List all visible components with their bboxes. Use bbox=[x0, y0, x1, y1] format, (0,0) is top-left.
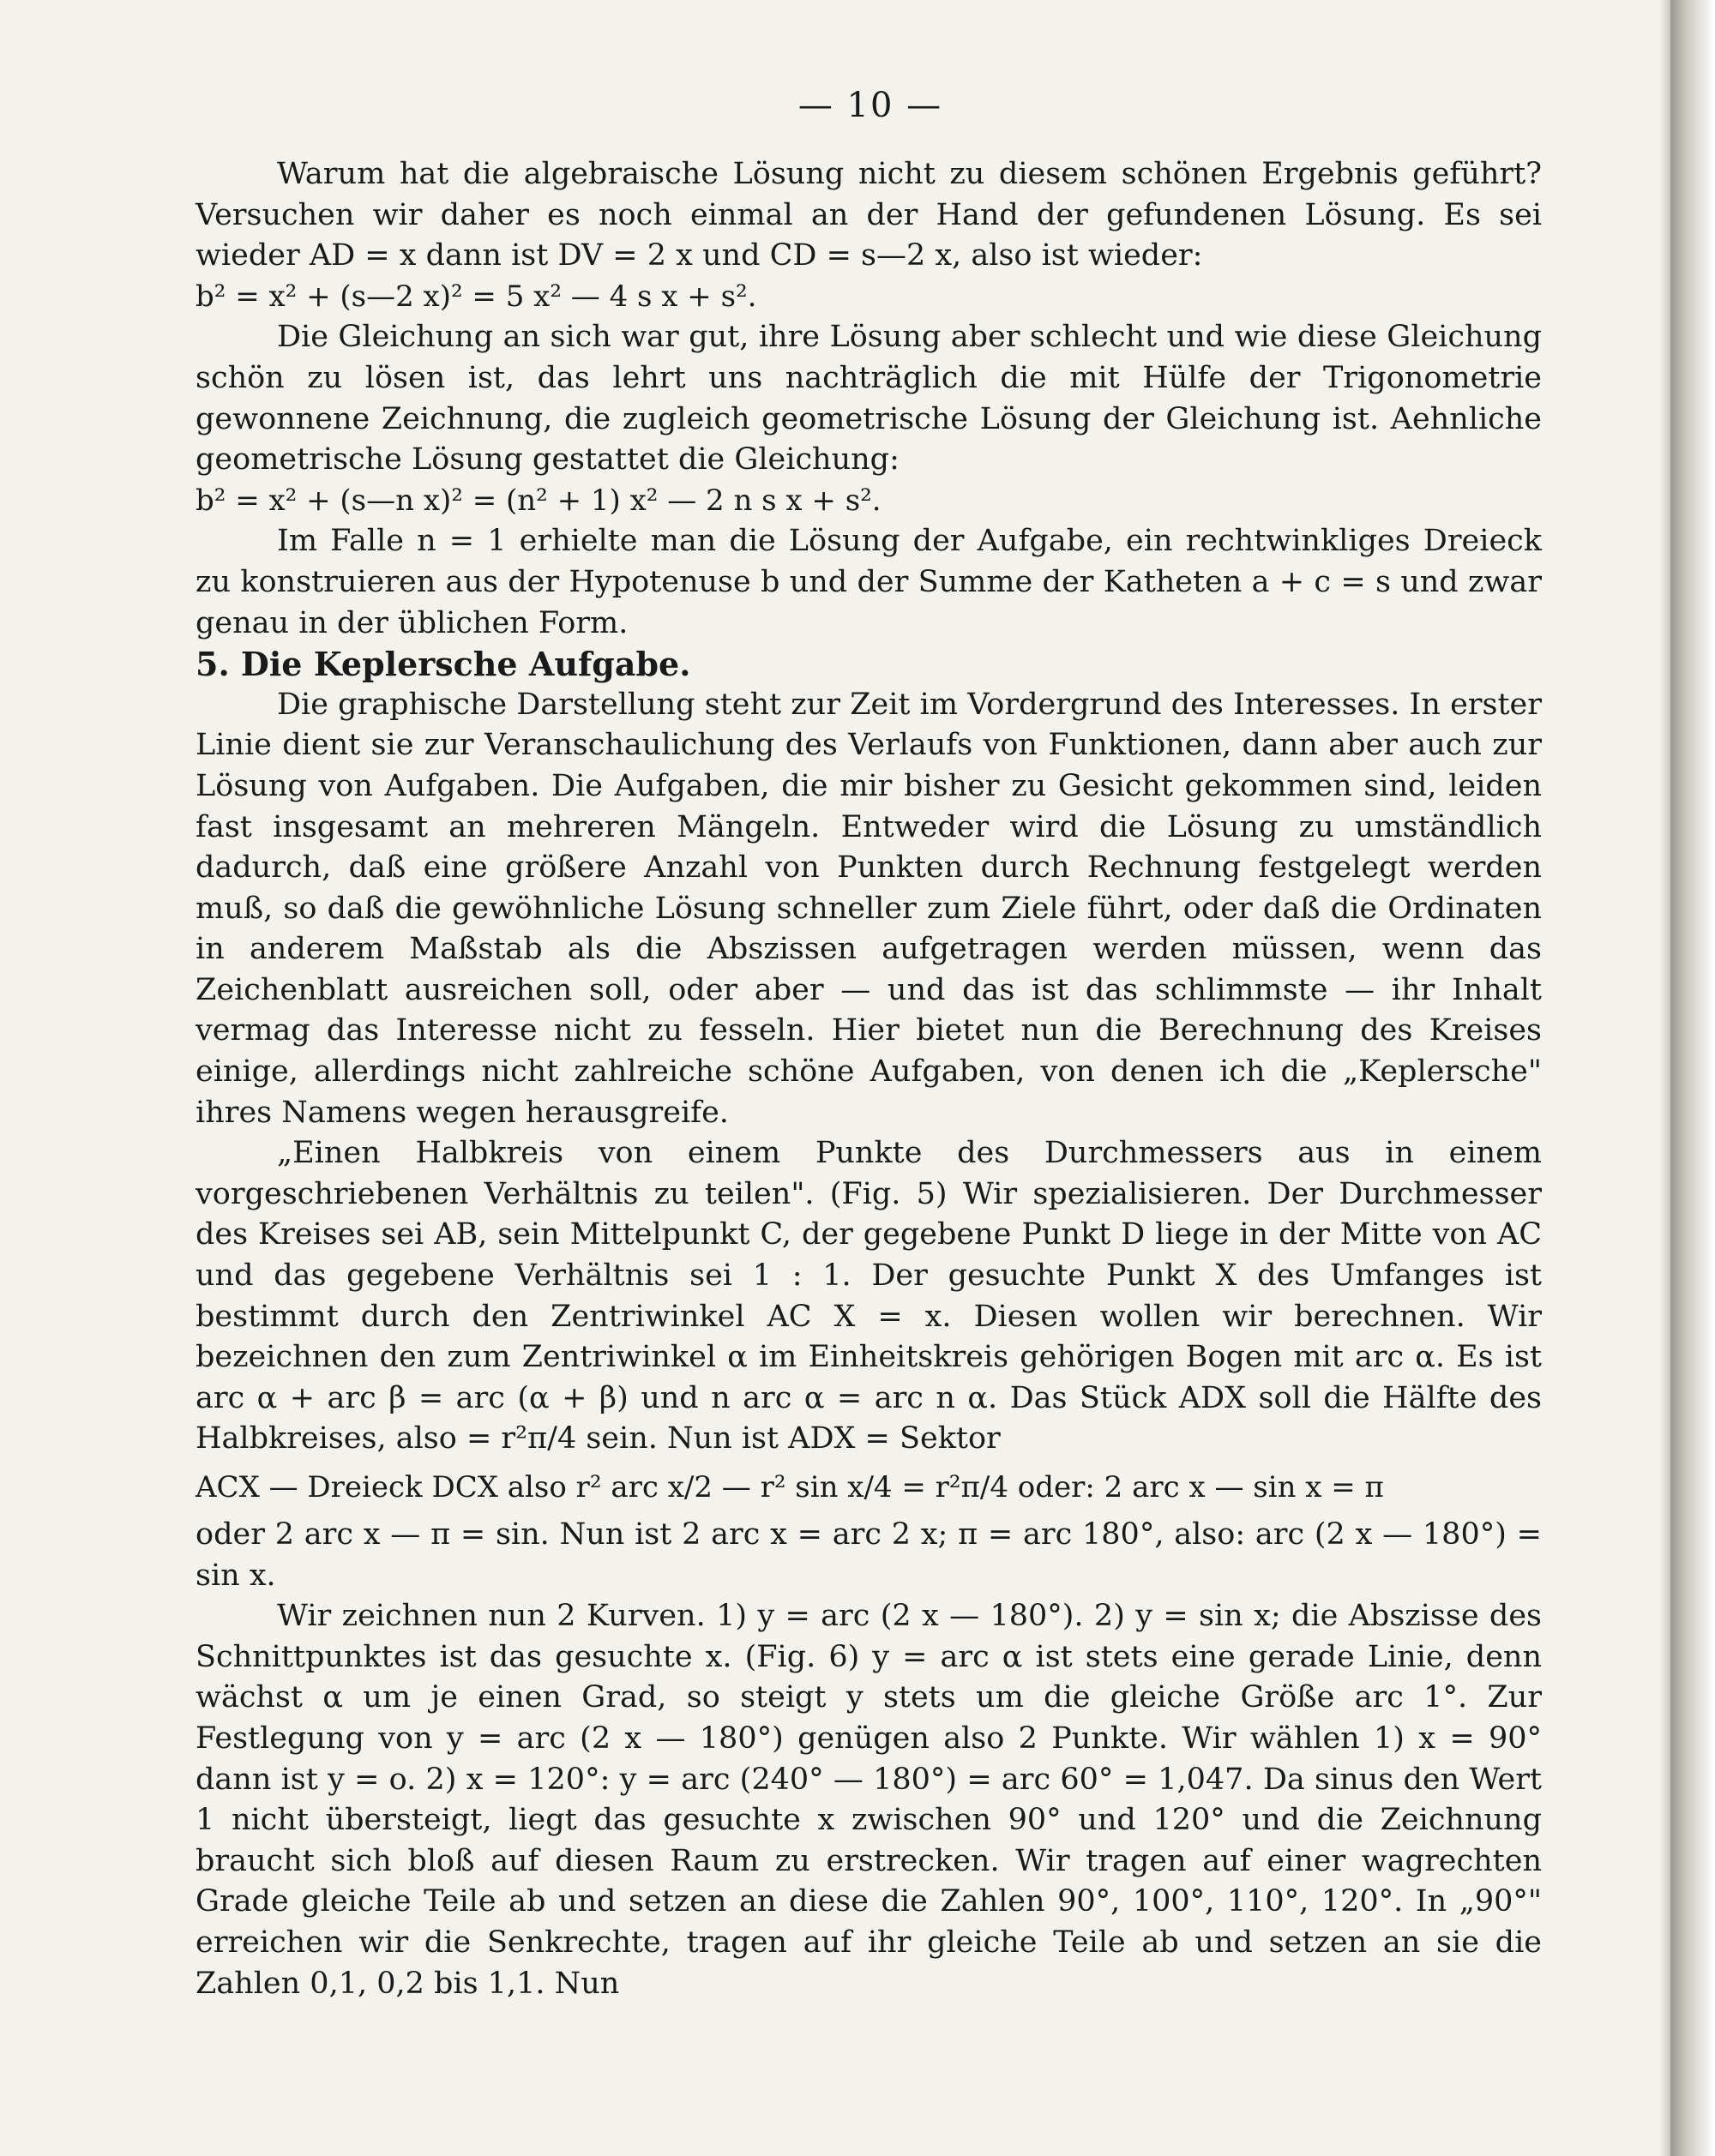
paragraph-1: Warum hat die algebraische Lösung nicht zu diesem schönen Ergebnis geführt? Versuchen wir daher es noch einmal an der Hand der gefundenen Lösung. Es sei wieder AD = x dann ist DV = 2 x und CD = s—2 x, also ist wieder: bbox=[196, 157, 1542, 273]
paragraph-3: Im Falle n = 1 erhielte man die Lösung der Aufgabe, ein rechtwinkliges Dreieck zu konstruieren aus der Hypotenuse b und der Summe der Katheten a + c = s und zwar genau in der üblichen Form. bbox=[196, 524, 1542, 640]
section-heading: 5. Die Keplersche Aufgabe. bbox=[196, 645, 691, 684]
page-gutter-shadow bbox=[1659, 0, 1670, 2156]
page-number: — 10 — bbox=[797, 86, 943, 125]
paragraph-7: Wir zeichnen nun 2 Kurven. 1) y = arc (2 x — 180°). 2) y = sin x; die Abszisse des Schnittpunktes ist das gesuchte x. (Fig. 6) y = arc α ist stets eine gerade Linie, denn wächst α um je einen Grad, so steigt y stets um die gleiche Größe arc 1°. Zur Festlegung von y = arc (2 x — 180°) genügen also 2 Punkte. Wir wählen 1) x = 90° dann ist y = o. 2) x = 120°: y = arc (240° — 180°) = arc 60° = 1,047. Da sinus den Wert 1 nicht übersteigt, liegt das gesuchte x zwischen 90° und 120° und die Zeichnung braucht sich bloß auf diesen Raum zu erstrecken. Wir tragen auf einer wagrechten Grade gleiche Teile ab und setzen an diese die Zahlen 90°, 100°, 110°, 120°. In „90°" erreichen wir die Senkrechte, tragen auf ihr gleiche Teile ab und setzen an sie die Zahlen 0,1, 0,2 bis 1,1. Nun bbox=[196, 1599, 1542, 2001]
paragraph-5: „Einen Halbkreis von einem Punkte des Durchmessers aus in einem vorgeschriebenen Verhältnis zu teilen". (Fig. 5) Wir spezialisieren. Der Durchmesser des Kreises sei AB, sein Mittelpunkt C, der gegebene Punkt D liege in der Mitte von AC und das gegebene Verhältnis sei 1 : 1. Der gesuchte Punkt X des Umfanges ist bestimmt durch den Zentriwinkel AC X = x. Diesen wollen wir berechnen. Wir bezeichnen den zum Zentriwinkel α im Einheitskreis gehörigen Bogen mit arc α. Es ist arc α + arc β = arc (α + β) und n arc α = arc n α. Das Stück ADX soll die Hälfte des Halbkreises, also = r²π/4 sein. Nun ist ADX = Sektor bbox=[196, 1136, 1542, 1456]
paragraph-2: Die Gleichung an sich war gut, ihre Lösung aber schlecht und wie diese Gleichung schön zu lösen ist, das lehrt uns nachträglich die mit Hülfe der Trigonometrie gewonnene Zeichnung, die zugleich geometrische Lösung der Gleichung ist. Aehnliche geometrische Lösung gestattet die Gleichung: bbox=[196, 320, 1542, 477]
formula-1: b² = x² + (s—2 x)² = 5 x² — 4 s x + s². bbox=[196, 279, 757, 314]
paragraph-4: Die graphische Darstellung steht zur Zeit im Vordergrund des Interesses. In erster Linie dient sie zur Veranschaulichung des Verlaufs von Funktionen, dann aber auch zur Lösung von Aufgaben. Die Aufgaben, die mir bisher zu Gesicht gekommen sind, leiden fast insgesamt an mehreren Mängeln. Entweder wird die Lösung zu umständlich dadurch, daß eine größere Anzahl von Punkten durch Rechnung festgelegt werden muß, so daß die gewöhnliche Lösung schneller zum Ziele führt, oder daß die Ordinaten in anderem Maßstab als die Abszissen aufgetragen werden müssen, wenn das Zeichenblatt ausreichen soll, oder aber — und das ist das schlimmste — ihr Inhalt vermag das Interesse nicht zu fesseln. Hier bietet nun die Berechnung des Kreises einige, allerdings nicht zahlreiche schöne Aufgaben, von denen ich die „Keplersche" ihres Namens wegen herausgreife. bbox=[196, 687, 1542, 1130]
formula-2: b² = x² + (s—n x)² = (n² + 1) x² — 2 n s x + s². bbox=[196, 483, 882, 518]
book-spine bbox=[1670, 0, 1715, 2156]
math-line: ACX — Dreieck DCX also r² arc x/2 — r² sin x/4 = r²π/4 oder: 2 arc x — sin x = π bbox=[196, 1470, 1384, 1504]
text-body bbox=[196, 154, 1542, 2004]
paragraph-6: oder 2 arc x — π = sin. Nun ist 2 arc x = arc 2 x; π = arc 180°, also: arc (2 x — 180°) = sin x. bbox=[196, 1517, 1542, 1593]
